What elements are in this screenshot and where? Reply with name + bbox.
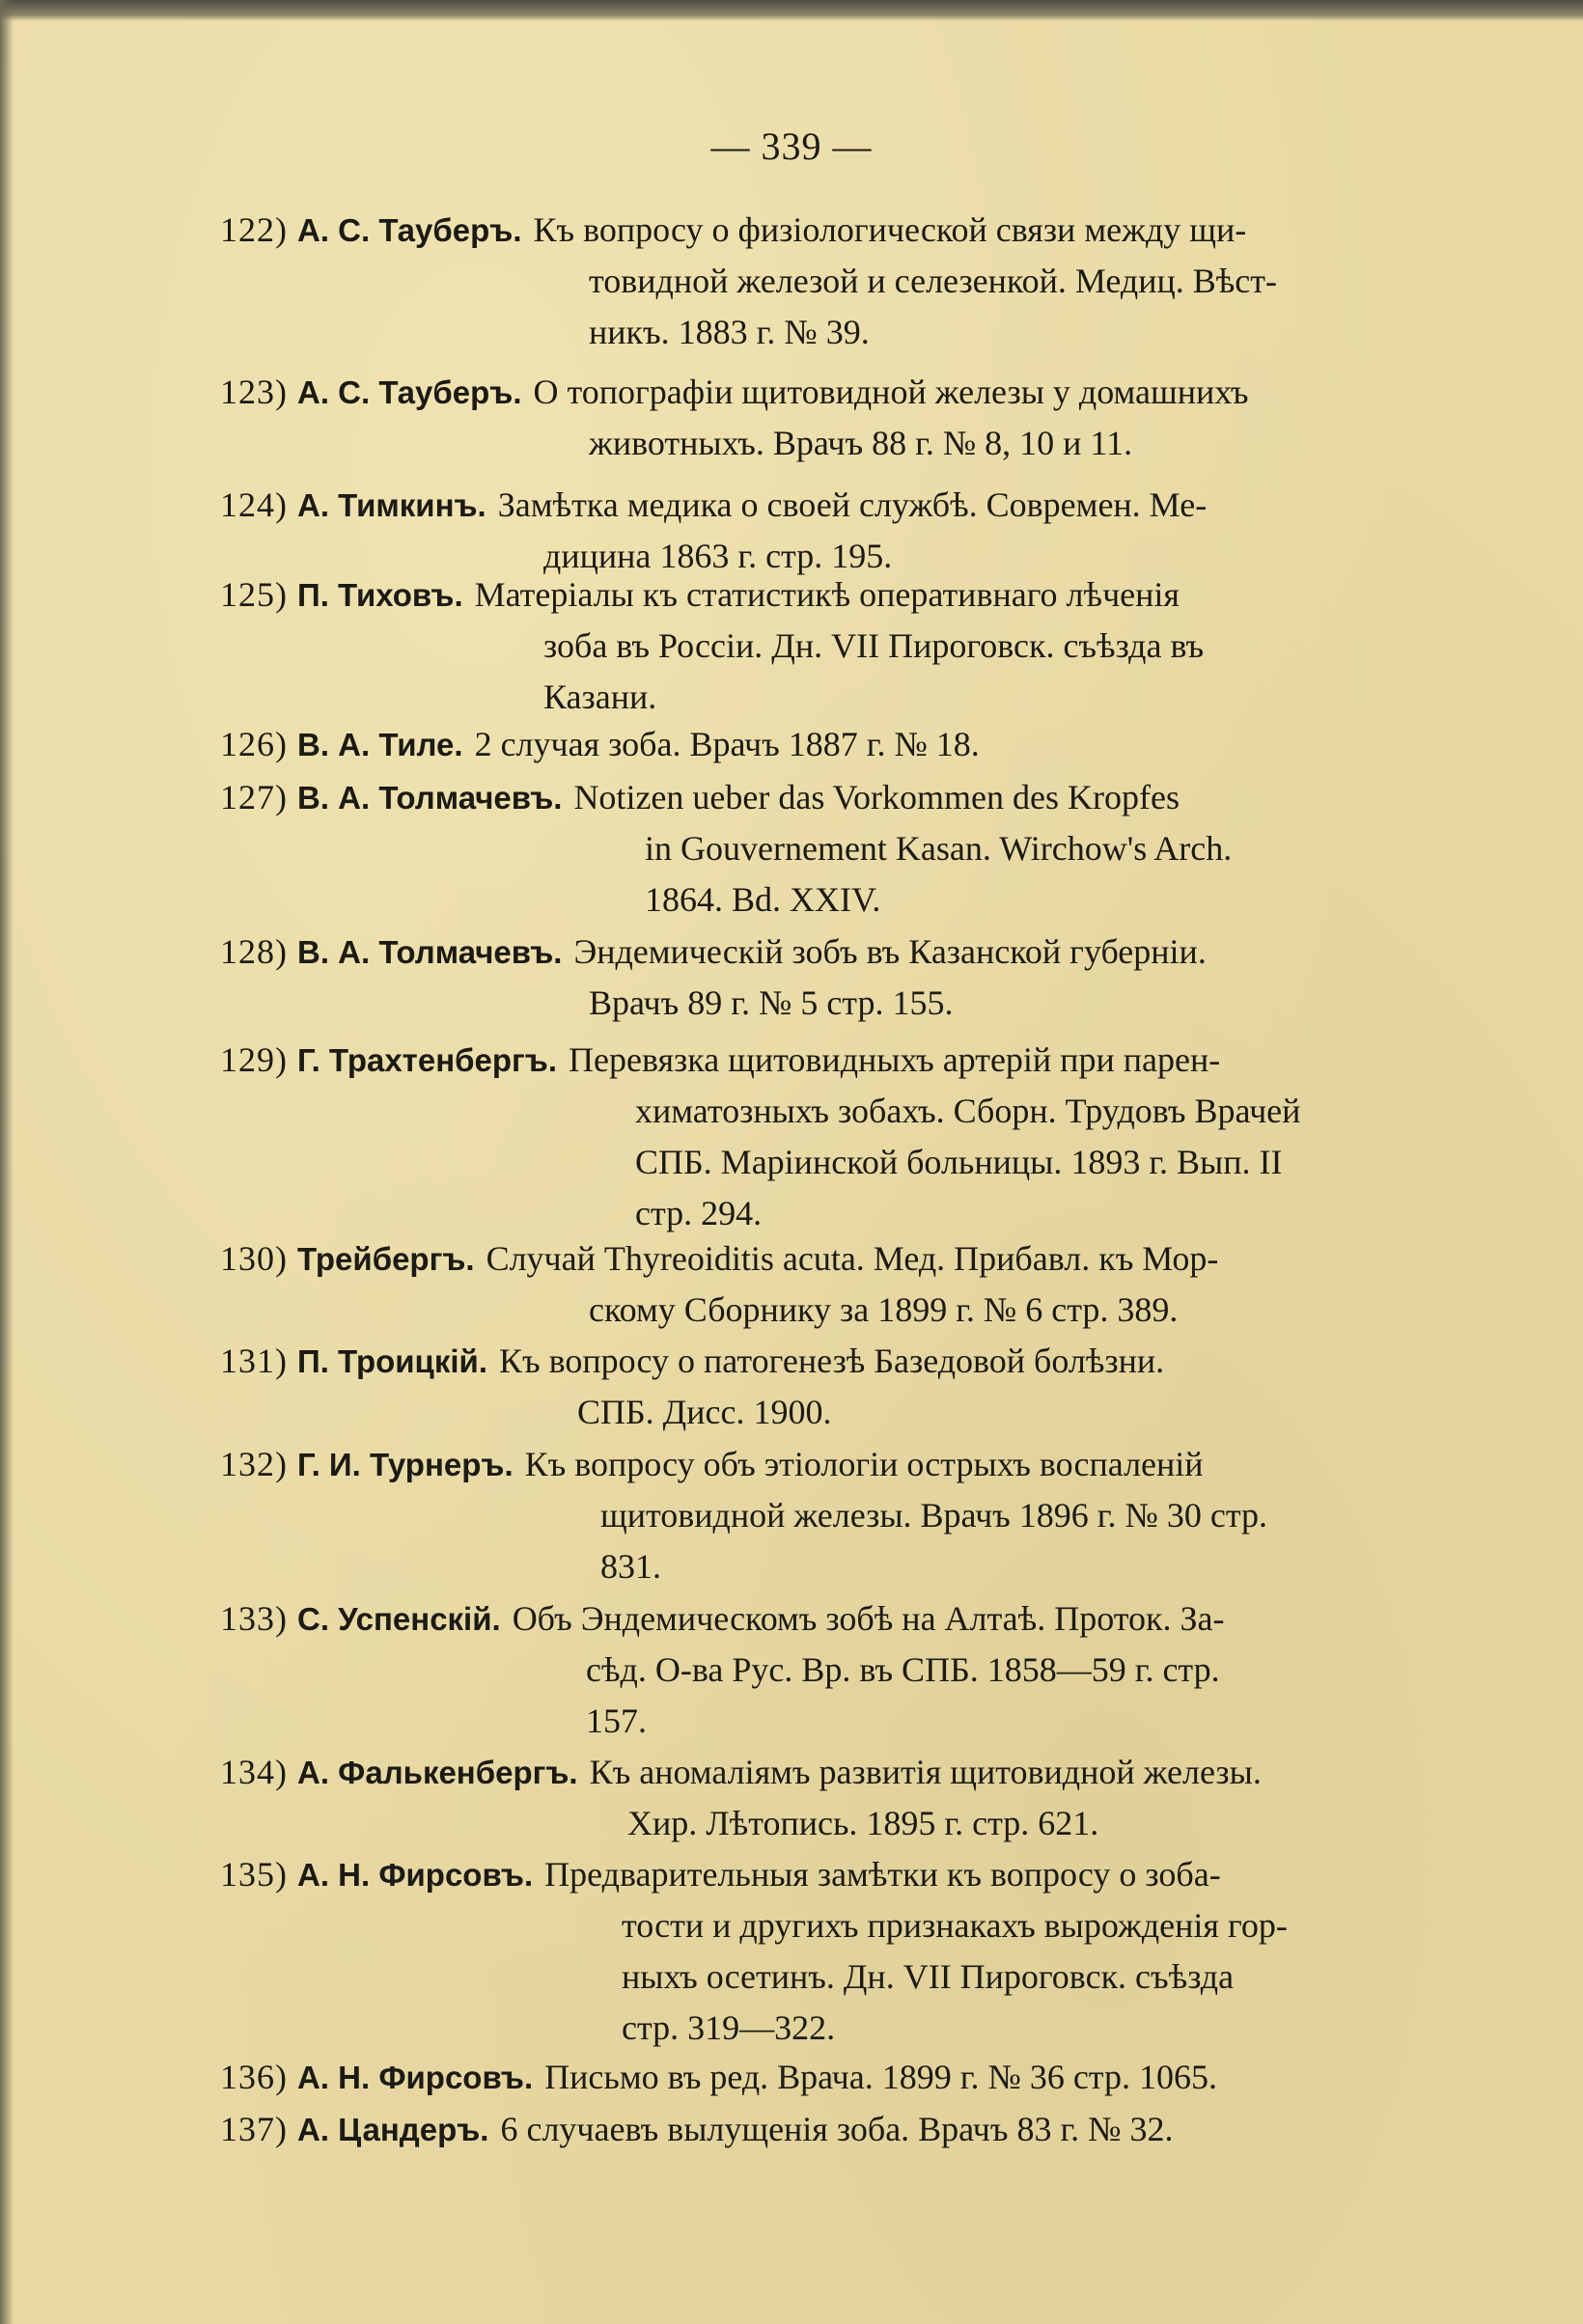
entry-author: В. А. Тиле. <box>297 727 463 762</box>
entry-text-line: Врачъ 89 г. № 5 стр. 155. <box>589 983 954 1022</box>
entry-text-line: дицина 1863 г. стр. 195. <box>543 537 893 575</box>
entry-number: 133) <box>220 1599 288 1638</box>
entry-text-line: товидной железой и селезенкой. Медиц. Вѣст- <box>589 262 1277 300</box>
entry-text-line: стр. 294. <box>635 1194 763 1232</box>
entry-first-line <box>220 1849 1469 1900</box>
entry-text-line: 831. <box>600 1547 661 1586</box>
bibliography-entry <box>220 569 1469 621</box>
entry-text-line: Къ вопросу о физіологической связи между щи- <box>533 210 1247 249</box>
entry-continuation <box>589 418 1469 469</box>
entry-number: 131) <box>220 1342 288 1380</box>
entry-author: Г. И. Турнеръ. <box>297 1447 514 1482</box>
entry-number: 134) <box>220 1753 288 1791</box>
entry-first-line <box>220 1439 1469 1490</box>
bibliography-entry <box>220 1233 1469 1285</box>
page-number: — 339 — <box>710 124 873 168</box>
entry-author: П. Тиховъ. <box>297 577 463 613</box>
entry-text-line: стр. 319—322. <box>622 2008 836 2047</box>
entry-continuation <box>600 1490 1469 1592</box>
entry-continuation <box>586 1645 1469 1747</box>
entry-continuation <box>635 1086 1469 1239</box>
entry-first-line <box>220 367 1469 418</box>
entry-text-line: СПБ. Маріинской больницы. 1893 г. Вып. II <box>635 1143 1283 1181</box>
entry-author: В. А. Толмачевъ. <box>297 780 563 816</box>
entry-first-line <box>220 569 1469 621</box>
entry-text-line: 6 случаевъ вылущенія зоба. Врачъ 83 г. № 32. <box>500 2110 1174 2148</box>
entry-text-line: Notizen ueber das Vorkommen des Kropfes <box>573 778 1180 816</box>
entry-text-line: 1864. Bd. XXIV. <box>645 880 881 919</box>
bibliography-entry <box>220 1035 1469 1086</box>
entry-text-line: Хир. Лѣтопись. 1895 г. стр. 621. <box>627 1804 1099 1842</box>
entry-number: 132) <box>220 1445 288 1483</box>
entry-number: 129) <box>220 1040 288 1079</box>
entry-first-line <box>220 772 1469 823</box>
bibliography-entry <box>220 719 1469 770</box>
entry-number: 126) <box>220 725 288 763</box>
entry-text-line: Предварительныя замѣтки къ вопросу о зоба- <box>544 1855 1221 1894</box>
entry-text-line: Эндемическій зобъ въ Казанской губерніи. <box>573 932 1207 971</box>
entry-text-line: Казани. <box>543 678 657 716</box>
entry-text-line: животныхъ. Врачъ 88 г. № 8, 10 и 11. <box>589 424 1133 462</box>
entry-author: А. Н. Фирсовъ. <box>297 1857 534 1893</box>
entry-number: 123) <box>220 373 288 411</box>
entry-continuation <box>589 978 1469 1029</box>
entry-text-line: Къ вопросу о патогенезѣ Базедовой болѣзни. <box>499 1342 1165 1380</box>
entry-author: А. Фалькенбергъ. <box>297 1755 578 1790</box>
bibliography-entry <box>220 1336 1469 1387</box>
bibliography-entry <box>220 205 1469 256</box>
entry-first-line <box>220 2052 1469 2103</box>
bibliography-entry <box>220 1593 1469 1645</box>
entry-continuation <box>577 1387 1469 1438</box>
entry-first-line <box>220 480 1469 531</box>
entry-author: А. Цандеръ. <box>297 2112 489 2147</box>
entry-number: 124) <box>220 485 288 524</box>
entry-first-line <box>220 1593 1469 1645</box>
bibliography-entry <box>220 367 1469 418</box>
entry-text-line: Къ аномаліямъ развитія щитовидной железы. <box>589 1753 1262 1791</box>
entry-first-line <box>220 205 1469 256</box>
entry-author: А. С. Тауберъ. <box>297 212 522 248</box>
entry-continuation <box>645 823 1469 926</box>
entry-number: 136) <box>220 2058 288 2096</box>
entry-text-line: 157. <box>586 1702 647 1740</box>
entry-text-line: никъ. 1883 г. № 39. <box>589 313 870 351</box>
entry-number: 135) <box>220 1855 288 1894</box>
bibliography-entry <box>220 1747 1469 1798</box>
entry-continuation <box>543 621 1469 723</box>
bibliography-entry <box>220 2052 1469 2103</box>
entry-first-line <box>220 1233 1469 1285</box>
entry-number: 122) <box>220 210 288 249</box>
entry-text-line: Письмо въ ред. Врача. 1899 г. № 36 стр. 1065. <box>544 2058 1217 2096</box>
bibliography-entry <box>220 1849 1469 1900</box>
entry-number: 127) <box>220 778 288 816</box>
entry-first-line <box>220 1336 1469 1387</box>
bibliography-entry <box>220 772 1469 823</box>
entry-text-line: 2 случая зоба. Врачъ 1887 г. № 18. <box>474 725 980 763</box>
entry-text-line: Матеріалы къ статистикѣ оперативнаго лѣченія <box>474 575 1180 614</box>
entry-author: Г. Трахтенбергъ. <box>297 1042 557 1078</box>
entry-number: 130) <box>220 1239 288 1278</box>
entry-first-line <box>220 1747 1469 1798</box>
entry-author: П. Троицкій. <box>297 1343 487 1379</box>
entry-number: 128) <box>220 932 288 971</box>
entry-text-line: химатозныхъ зобахъ. Сборн. Трудовъ Врачей <box>635 1092 1301 1130</box>
bibliography-entry <box>220 2104 1469 2155</box>
entry-number: 137) <box>220 2110 288 2148</box>
entry-author: Трейбергъ. <box>297 1241 475 1277</box>
entry-first-line <box>220 927 1469 978</box>
entry-text-line: ныхъ осетинъ. Дн. VII Пироговск. съѣзда <box>622 1957 1235 1996</box>
entry-continuation <box>622 1900 1469 2054</box>
entry-text-line: скому Сборнику за 1899 г. № 6 стр. 389. <box>589 1290 1179 1329</box>
entry-text-line: Къ вопросу объ этіологіи острыхъ воспаленій <box>524 1445 1204 1483</box>
entry-text-line: СПБ. Дисс. 1900. <box>577 1393 832 1431</box>
entry-continuation <box>627 1798 1469 1849</box>
entry-text-line: Замѣтка медика о своей службѣ. Современ. Ме- <box>497 485 1208 524</box>
bibliography-entry <box>220 1439 1469 1490</box>
entry-text-line: тости и другихъ признакахъ вырожденія гор- <box>622 1906 1288 1945</box>
bibliography-entry <box>220 927 1469 978</box>
bibliography-entry <box>220 480 1469 531</box>
entry-author: С. Успенскій. <box>297 1601 501 1637</box>
entry-first-line <box>220 719 1469 770</box>
entry-author: В. А. Толмачевъ. <box>297 934 563 970</box>
entry-continuation <box>589 256 1469 358</box>
entry-text-line: щитовидной железы. Врачъ 1896 г. № 30 стр. <box>600 1496 1267 1535</box>
entry-text-line: зоба въ Россіи. Дн. VII Пироговск. съѣзда въ <box>543 626 1205 665</box>
entry-first-line <box>220 2104 1469 2155</box>
entry-author: А. Тимкинъ. <box>297 487 486 523</box>
entry-first-line <box>220 1035 1469 1086</box>
entry-author: А. С. Тауберъ. <box>297 374 522 410</box>
entry-number: 125) <box>220 575 288 614</box>
entry-text-line: О топографіи щитовидной железы у домашнихъ <box>533 373 1249 411</box>
entry-text-line: сѣд. О-ва Рус. Вр. въ СПБ. 1858—59 г. стр. <box>586 1650 1220 1689</box>
entry-text-line: Случай Thyreoiditis acuta. Мед. Прибавл. къ Мор- <box>486 1239 1219 1278</box>
entry-text-line: Объ Эндемическомъ зобѣ на Алтаѣ. Проток. За- <box>512 1599 1225 1638</box>
entry-text-line: Перевязка щитовидныхъ артерій при парен- <box>569 1040 1221 1079</box>
entry-continuation <box>589 1285 1469 1336</box>
entry-text-line: in Gouvernement Kasan. Wirchow's Arch. <box>645 829 1233 868</box>
entry-author: А. Н. Фирсовъ. <box>297 2060 534 2095</box>
